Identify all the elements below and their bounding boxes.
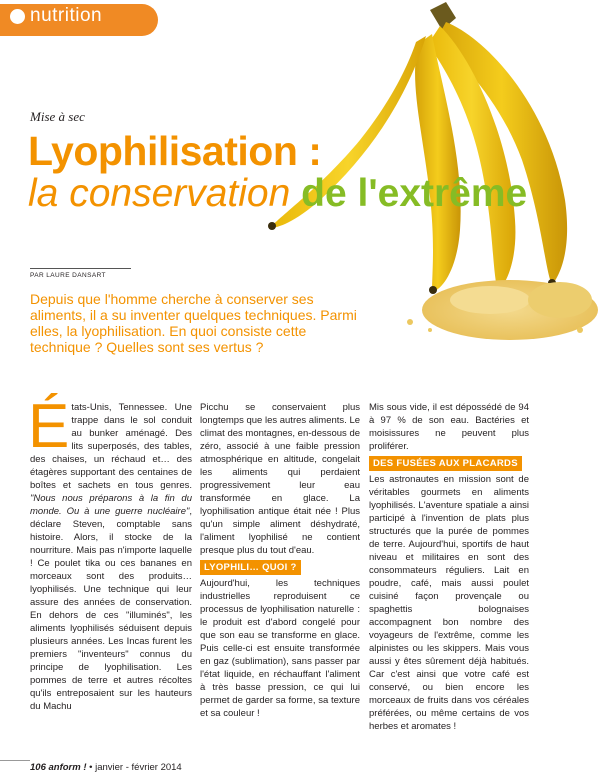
- author-divider: [30, 268, 131, 269]
- paragraph: Mis sous vide, il est dépossédé de 94 à 97 % de son eau. Bactéries et moisissures ne peuvent plus proliférer.: [369, 402, 529, 452]
- body-column-3: [369, 401, 529, 733]
- magazine-name: anform !: [48, 762, 87, 773]
- issue-date: • janvier - février 2014: [89, 762, 182, 773]
- article-title-part-a: la conservation: [28, 172, 291, 215]
- page-footer: [30, 762, 182, 773]
- paragraph: Les astronautes en mission sont de véritables gourmets en aliments lyophilisés. L'aventure spatiale a ainsi participé à l'invention de plats plus structurés que la purée de pommes de terre. Aujourd'hui, sportifs de haut niveau et militaires en sont des consommateurs réguliers. Lait en poudre, café, mais aussi poulet cuisiné façon provençale ou spaghettis bolognaises accompagnent bon nombre des voyageurs de l'extrême, comme les alpinistes ou les skippers. Mais vous aussi y êtes sûrement déjà habitués. Car c'est ainsi que votre café est conservé, ou bien encore les morceaux de fruits dans vos céréales préférées, ou même certains de vos herbes et aromates !: [369, 474, 529, 732]
- article-author: PAR LAURE DANSART: [30, 272, 106, 279]
- paragraph-text: , déclare Steven, comptable sans histoire. Alors, il stocke de la nourriture. Mais pas n'importe laquelle ! Ce poulet tika ou ces bananes en morceaux sont des produits… lyophilisés. Une technique qui leur assure des années de conservation. En dehors de ces "illuminés", les aliments lyophilisés séduisent depuis plusieurs années. Les Incas furent les premiers "inventeurs" connus du principe de lyophilisation. Les pommes de terre et autres récoltes qu'ils entreposaient sur les hauteurs du Machu: [30, 506, 192, 712]
- paragraph: Aujourd'hui, les techniques industrielles reproduisent ce processus de lyophilisation naturelle : le produit est d'abord congelé pour que son eau se transforme en glace. Puis celle-ci est ensuite transformée en gaz (sublimation), sans passer par l'état liquide, en réchauffant l'aliment à très basse pression, ce qui lui permet de garder sa forme, sa texture et sa couleur !: [200, 578, 360, 719]
- article-title-part-b: de l'extrême: [301, 172, 528, 215]
- paragraph: [28, 392, 192, 713]
- footer-rule: [0, 760, 30, 761]
- drop-cap: É: [28, 392, 70, 461]
- article-intro: Depuis que l'homme cherche à conserver ses aliments, il a su inventer quelques techniques. Parmi elles, la lyophilisation. En quoi consiste cette technique ? Quelles sont ses vertus ?: [30, 291, 357, 355]
- paragraph-text: tats-Unis, Tennessee. Une trappe dans le sol conduit au bunker aménagé. Des lits superposés, des tables, des chaises, un réchaud et… des étagères supportant des centaines de boîtes et sachets en tous genres.: [30, 402, 192, 491]
- body-column-1: [28, 392, 192, 713]
- quote-text: "Nous nous préparons à la fin du monde. Ou à une guerre nucléaire": [30, 493, 192, 517]
- article-title-line1: Lyophilisation :: [28, 128, 322, 174]
- section-dot-icon: [10, 9, 25, 24]
- article-title-line2: [28, 172, 527, 216]
- subheading: DES FUSÉES AUX PLACARDS: [369, 456, 522, 471]
- subheading: LYOPHILI… QUOI ?: [200, 560, 301, 575]
- section-label: nutrition: [30, 5, 103, 26]
- article-kicker: Mise à sec: [30, 109, 85, 124]
- page-number: 106: [30, 762, 46, 773]
- body-column-2: [200, 401, 360, 720]
- paragraph: Picchu se conservaient plus longtemps que les autres aliments. Le climat des montagnes, en-dessous de zéro, associé à une faible pression atmosphérique en altitude, congelait les aliments qui perdaient progressivement leur eau transformée en glace. La lyophilisation antique était née ! Plus qu'un simple aliment déshydraté, l'aliment lyophilisé ne contient presque plus du tout d'eau.: [200, 402, 361, 556]
